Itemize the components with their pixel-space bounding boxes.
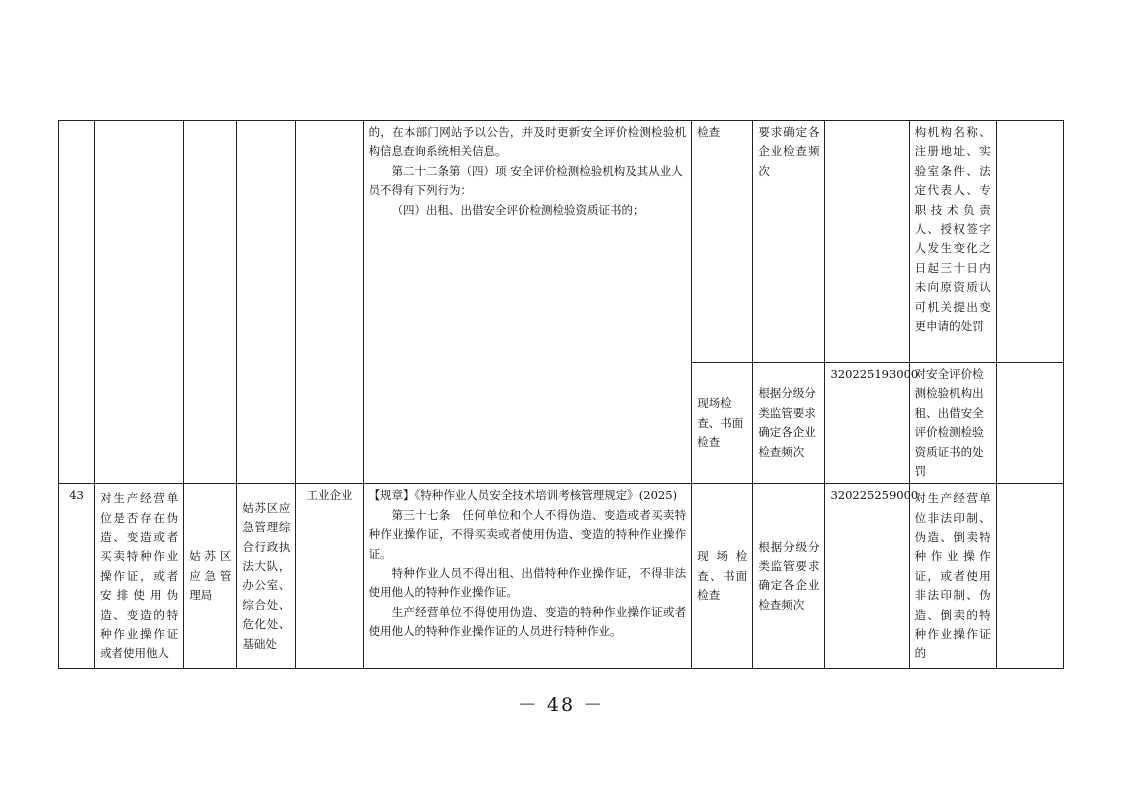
entity-cell xyxy=(296,121,363,484)
method-cell: 现场检查、书面检查 xyxy=(692,484,753,669)
legal-basis-cell xyxy=(363,484,692,669)
basis-paragraph: 的，在本部门网站予以公告，并及时更新安全评价检测检验机构信息查询系统相关信息。 xyxy=(368,125,687,159)
department-cell: 姑苏区应急管理综合行政执法大队，办公室、综合处、危化处、基础处 xyxy=(237,484,296,669)
frequency-cell: 要求确定各企业检查频次 xyxy=(753,121,825,363)
entity-cell: 工业企业 xyxy=(296,484,363,669)
matter-cell: 对生产经营单位非法印制、伪造、倒卖特种作业操作证，或者使用非法印制、伪造、倒卖的特种作业操作证的 xyxy=(909,484,996,669)
code-cell: 320225193000 xyxy=(825,363,909,484)
method-cell: 现场检查、书面检查 xyxy=(692,363,753,484)
seq-cell xyxy=(59,121,95,484)
basis-paragraph: 第三十七条 任何单位和个人不得伪造、变造或者买卖特种作业操作证，不得买卖或者使用伪造、变造的特种作业操作证。 xyxy=(368,507,687,561)
method-cell: 检查 xyxy=(692,121,753,363)
item-name-cell: 对生产经营单位是否存在伪造、变造或者买卖特种作业操作证，或者安排使用伪造、变造的特种作业操作证或者使用他人 xyxy=(95,484,184,669)
inspection-items-table xyxy=(58,120,1064,669)
basis-paragraph: 特种作业人员不得出租、出借特种作业操作证，不得非法使用他人的特种作业操作证。 xyxy=(368,566,687,600)
department-cell xyxy=(237,121,296,484)
basis-paragraph: 第二十二条第（四）项 安全评价检测检验机构及其从业人员不得有下列行为： xyxy=(368,163,683,198)
frequency-cell: 根据分级分类监管要求确定各企业检查频次 xyxy=(753,363,825,484)
note-cell xyxy=(996,121,1063,363)
implementer-cell xyxy=(184,121,237,484)
seq-cell: 43 xyxy=(59,484,95,669)
page-number: － 48 － xyxy=(517,694,605,716)
basis-paragraph: 生产经营单位不得使用伪造、变造的特种作业操作证或者使用他人的特种作业操作证的人员进行特种作业。 xyxy=(368,604,687,639)
code-cell: 320225259000 xyxy=(825,484,909,669)
note-cell xyxy=(996,484,1063,669)
item-name-cell xyxy=(95,121,184,484)
table-row xyxy=(59,484,1064,669)
implementer-cell: 姑苏区应急管理局 xyxy=(184,484,237,669)
code-cell xyxy=(825,121,909,363)
basis-paragraph: （四）出租、出借安全评价检测检验资质证书的； xyxy=(391,202,645,217)
note-cell xyxy=(996,363,1063,484)
frequency-cell: 根据分级分类监管要求确定各企业检查频次 xyxy=(753,484,825,669)
matter-cell: 对安全评价检测检验机构出租、出借安全评价检测检验资质证书的处罚 xyxy=(909,363,996,484)
legal-basis-cell xyxy=(363,121,692,484)
table-row xyxy=(59,121,1064,363)
basis-paragraph: 【规章】《特种作业人员安全技术培训考核管理规定》(2025) xyxy=(368,488,678,503)
matter-cell: 构机构名称、注册地址、实验室条件、法定代表人、专职技术负责人、授权签字人发生变化之日起三十日内未向原资质认可机关提出变更申请的处罚 xyxy=(909,121,996,363)
